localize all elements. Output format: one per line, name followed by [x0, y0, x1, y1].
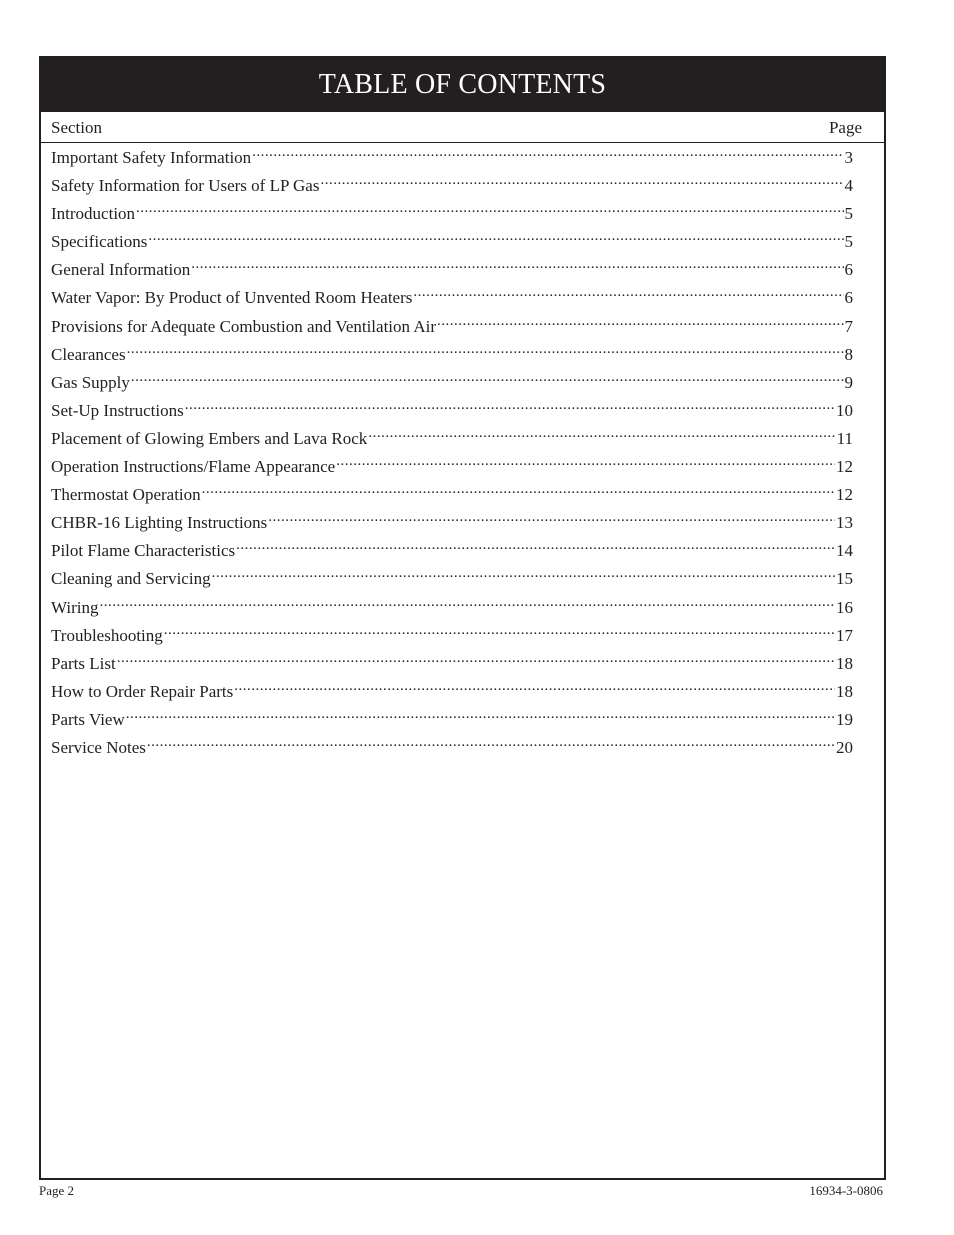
toc-entry[interactable]: [41, 425, 884, 453]
toc-entry-page: 12: [836, 457, 853, 477]
toc-entry-label: Gas Supply: [51, 372, 130, 392]
dot-leader: [368, 427, 835, 444]
dot-leader: [148, 230, 843, 247]
toc-frame: [39, 56, 886, 1180]
toc-entry[interactable]: [41, 509, 884, 537]
toc-entry-label: Cleaning and Servicing: [51, 569, 211, 589]
dot-leader: [234, 680, 835, 697]
toc-entry[interactable]: [41, 706, 884, 734]
toc-entry-page: 16: [836, 597, 853, 617]
toc-entry-label: Pilot Flame Characteristics: [51, 541, 236, 561]
toc-title: TABLE OF CONTENTS: [318, 69, 607, 100]
toc-entry-page: 18: [836, 681, 853, 701]
dot-leader: [336, 455, 835, 472]
toc-entry[interactable]: [41, 256, 884, 284]
toc-entry[interactable]: [41, 537, 884, 565]
toc-title-bar: [41, 58, 884, 112]
toc-entry-label: Placement of Glowing Embers and Lava Rock: [51, 428, 368, 448]
dot-leader: [131, 371, 844, 388]
dot-leader: [127, 343, 844, 360]
toc-entry[interactable]: [41, 453, 884, 481]
toc-entry-page: 11: [836, 428, 853, 448]
toc-entry[interactable]: [41, 200, 884, 228]
toc-entry-page: 6: [844, 260, 853, 280]
toc-entry[interactable]: [41, 622, 884, 650]
toc-entry[interactable]: [41, 650, 884, 678]
dot-leader: [268, 511, 835, 528]
toc-entry-label: Parts View: [51, 709, 125, 729]
toc-entry-label: Important Safety Information: [51, 148, 252, 167]
toc-entry-label: How to Order Repair Parts: [51, 681, 234, 701]
section-column-header: Section: [51, 118, 102, 137]
toc-entry-label: Water Vapor: By Product of Unvented Room Heaters: [51, 288, 413, 308]
dot-leader: [126, 708, 835, 725]
toc-entry-page: 18: [836, 653, 853, 673]
dot-leader: [136, 202, 843, 219]
toc-entry[interactable]: [41, 284, 884, 312]
page-column-header: Page: [828, 118, 862, 137]
toc-entry[interactable]: [41, 144, 884, 172]
toc-entry-page: 15: [836, 569, 853, 589]
toc-entry-label: Troubleshooting: [51, 625, 163, 645]
toc-entry-label: General Information: [51, 260, 191, 280]
toc-entry-label: Service Notes: [51, 737, 146, 757]
dot-leader: [164, 624, 835, 641]
toc-entry[interactable]: [41, 313, 884, 341]
toc-entry-label: Set-Up Instructions: [51, 400, 184, 420]
dot-leader: [99, 596, 835, 613]
toc-entry-page: 10: [836, 400, 853, 420]
toc-entry[interactable]: [41, 397, 884, 425]
dot-leader: [147, 736, 835, 753]
footer-page-number: Page 2: [39, 1183, 75, 1198]
toc-entry-label: Wiring: [51, 597, 99, 617]
toc-entry-label: CHBR-16 Lighting Instructions: [51, 513, 268, 533]
toc-entry[interactable]: [41, 594, 884, 622]
dot-leader: [191, 258, 843, 275]
toc-entry-page: 14: [836, 541, 853, 561]
toc-entry[interactable]: [41, 228, 884, 256]
toc-entry-page: 3: [844, 148, 853, 167]
dot-leader: [185, 399, 835, 416]
toc-entry-page: 7: [844, 316, 853, 336]
dot-leader: [202, 483, 835, 500]
toc-entry[interactable]: [41, 172, 884, 200]
toc-header-row: [41, 112, 884, 143]
toc-entry-page: 13: [836, 513, 853, 533]
dot-leader: [320, 174, 843, 191]
toc-entry-label: Introduction: [51, 204, 136, 224]
footer-document-code: 16934-3-0806: [809, 1183, 883, 1198]
toc-entry-page: 4: [844, 176, 853, 196]
toc-entry-label: Parts List: [51, 653, 116, 673]
dot-leader: [252, 146, 843, 163]
toc-entry-page: 8: [844, 344, 853, 364]
toc-entry-label: Clearances: [51, 344, 126, 364]
toc-entry-page: 20: [836, 737, 853, 757]
toc-entry[interactable]: [41, 678, 884, 706]
toc-entry[interactable]: [41, 565, 884, 593]
dot-leader: [437, 315, 844, 332]
toc-entry-label: Thermostat Operation: [51, 485, 201, 505]
toc-entry-label: Provisions for Adequate Combustion and Ventilation Air: [51, 316, 436, 336]
toc-entry-page: 6: [844, 288, 853, 308]
toc-entry-page: 5: [844, 204, 853, 224]
toc-entry-label: Operation Instructions/Flame Appearance: [51, 457, 336, 477]
toc-entry-page: 19: [836, 709, 853, 729]
toc-entry-label: Safety Information for Users of LP Gas: [51, 176, 320, 196]
toc-entry[interactable]: [41, 341, 884, 369]
dot-leader: [117, 652, 835, 669]
dot-leader: [413, 286, 843, 303]
toc-entry-page: 5: [844, 232, 853, 252]
dot-leader: [212, 567, 835, 584]
toc-entry[interactable]: [41, 369, 884, 397]
toc-entry-label: Specifications: [51, 232, 148, 252]
dot-leader: [236, 539, 835, 556]
toc-entry-page: 12: [836, 485, 853, 505]
toc-entry[interactable]: [41, 734, 884, 762]
toc-entry-page: 17: [836, 625, 853, 645]
toc-entries: [41, 144, 884, 762]
toc-entry-page: 9: [844, 372, 853, 392]
toc-entry[interactable]: [41, 481, 884, 509]
